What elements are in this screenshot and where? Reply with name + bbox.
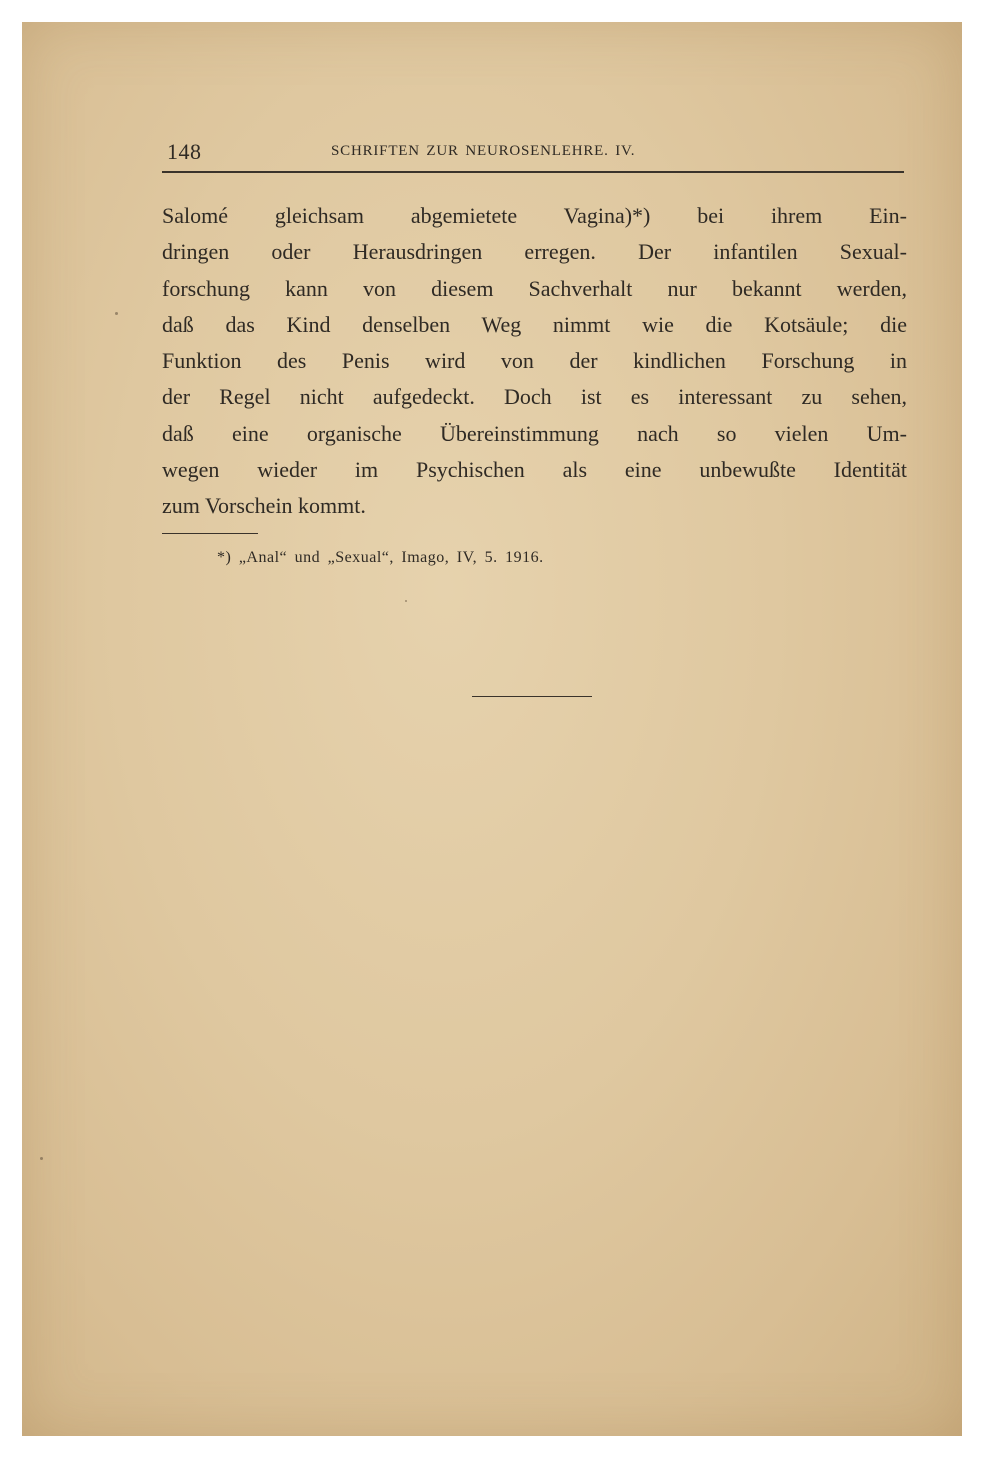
running-title: SCHRIFTEN ZUR NEUROSENLEHRE. IV. [331,143,636,159]
text-line: der Regel nicht aufgedeckt. Doch ist es interessant zu sehen, [162,384,907,410]
body-paragraph [162,198,907,525]
text-line: dringen oder Herausdringen erregen. Der infantilen Sexual- [162,239,907,265]
paper-speck [405,600,407,602]
footnote-rule [162,533,258,534]
text-line: daß das Kind denselben Weg nimmt wie die Kotsäule; die [162,311,907,337]
text-line-last: zum Vorschein kommt. [162,493,366,519]
page-header [167,139,927,179]
text-line: daß eine organische Übereinstimmung nach so vielen Um- [162,420,907,446]
text-line: Funktion des Penis wird von der kindlichen Forschung in [162,348,907,374]
header-rule [162,171,904,173]
page-number: 148 [167,139,202,164]
text-line: Salomé gleichsam abgemietete Vagina)*) bei ihrem Ein- [162,203,907,228]
text-line: wegen wieder im Psychischen als eine unbewußte Identität [162,457,907,483]
scanned-page [22,22,962,1436]
footnote: *) „Anal“ und „Sexual“, Imago, IV, 5. 1916. [217,549,544,566]
end-of-chapter-rule [472,696,592,697]
paper-speck [115,312,118,315]
paper-speck [40,1157,43,1160]
text-line: forschung kann von diesem Sachverhalt nur bekannt werden, [162,275,907,301]
